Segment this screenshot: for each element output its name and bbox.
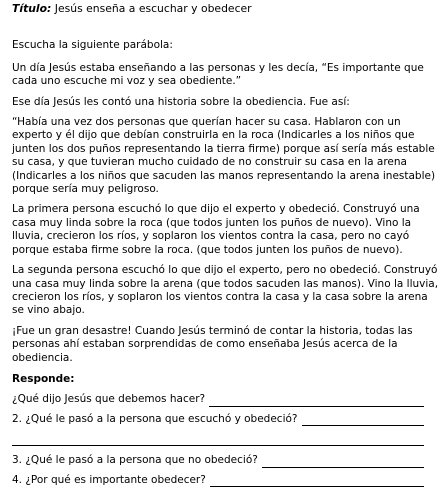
answer-line-2-extra[interactable] xyxy=(12,432,424,446)
responde-heading: Responde: xyxy=(12,372,75,385)
question-2 xyxy=(12,413,440,426)
question-1 xyxy=(12,393,440,406)
title-label: Título: xyxy=(12,2,52,15)
story-paragraph-1: Un día Jesús estaba enseñando a las personas y les decía, “Es importante que cada uno escuche mi voz y sea obediente.” xyxy=(12,61,424,88)
question-2-text: 2. ¿Qué le pasó a la persona que escuchó y obedeció? xyxy=(12,412,298,425)
answer-line-4[interactable] xyxy=(210,475,424,487)
worksheet-title xyxy=(12,2,440,15)
question-3 xyxy=(12,454,440,467)
story-paragraph-5: La segunda persona escuchó lo que dijo el experto, pero no obedeció. Construyó una casa muy linda sobre la arena (que todos sacuden las manos). Vino la lluvia, crecieron los ríos, y soplaron los vientos contra la casa y la casa sobre la arena se vino abajo. xyxy=(12,264,439,317)
title-text: Jesús enseña a escuchar y obedecer xyxy=(54,2,252,15)
question-1-text: ¿Qué dijo Jesús que debemos hacer? xyxy=(12,393,206,406)
answer-line-3[interactable] xyxy=(262,456,424,468)
answer-line-1[interactable] xyxy=(209,395,424,407)
question-4-text: 4. ¿Por qué es importante obedecer? xyxy=(12,473,206,486)
intro-text: Escucha la siguiente parábola: xyxy=(12,39,173,52)
story-paragraph-2: Ese día Jesús les contó una historia sobre la obediencia. Fue así: xyxy=(12,95,350,108)
story-paragraph-4: La primera persona escuchó lo que dijo el experto y obedeció. Construyó una casa muy linda sobre la roca (que todos junten los puños de nuevo). Vino la lluvia, crecieron los ríos, y soplaron los vientos contra la casa, pero no cayó porque estaba firme sobre la roca. (que todos junten los puños de nuevo). xyxy=(12,203,420,256)
story-paragraph-3: “Había una vez dos personas que querían hacer su casa. Hablaron con un experto y él dijo que debían construirla en la roca (Indicarles a los niños que junten los dos puños representando la tierra firme) porque así sería más estable su casa, y que tuvieran mucho cuidado de no construir su casa en la arena (Indicarles a los niños que sacuden las manos representando la arena inestable) porque sería muy peligroso. xyxy=(12,116,436,196)
answer-line-2[interactable] xyxy=(302,414,425,426)
question-4 xyxy=(12,474,440,487)
question-3-text: 3. ¿Qué le pasó a la persona que no obedeció? xyxy=(12,454,258,467)
story-paragraph-6: ¡Fue un gran desastre! Cuando Jesús terminó de contar la historia, todas las personas ahí estaban sorprendidas de como enseñaba Jesús acerca de la obediencia. xyxy=(12,324,413,364)
